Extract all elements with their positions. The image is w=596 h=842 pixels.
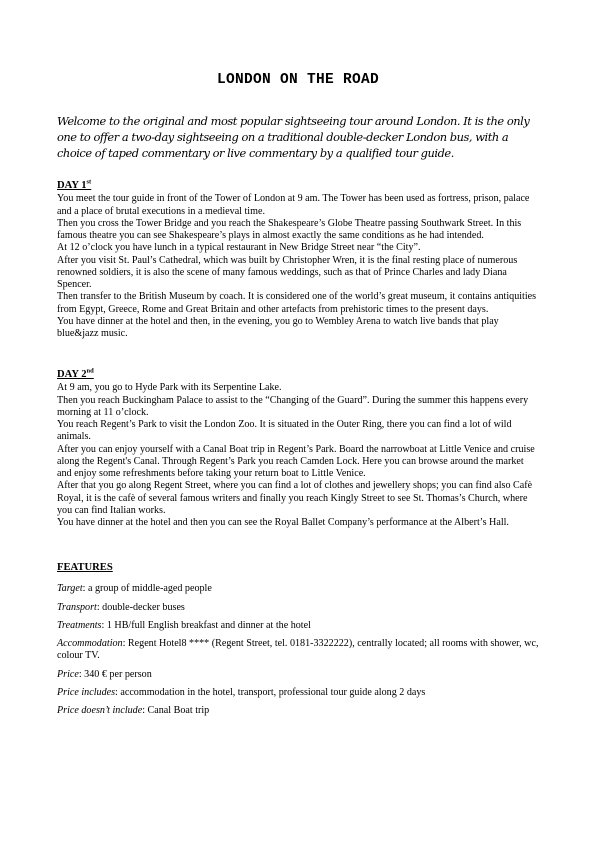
day-1-paragraph: After you visit St. Paul’s Cathedral, which was built by Christopher Wren, it is the final resting place of numerous renowned soldiers, it is also the scene of many famous weddings, such as that of Prince Charles and lady Diana Spencer. <box>57 254 518 290</box>
feature-label: Price doesn’t include <box>57 705 143 716</box>
day-1-sup: st <box>86 178 92 186</box>
day-1-paragraph: At 12 o’clock you have lunch in a typical restaurant in New Bridge Street near “the City”. <box>57 242 421 254</box>
day-1-heading <box>57 180 539 192</box>
page-title: LONDON ON THE ROAD <box>216 72 380 88</box>
feature-item-price-excludes <box>57 705 539 717</box>
features-section <box>57 562 539 723</box>
day-1-section <box>57 180 539 340</box>
day-2-label: DAY 2 <box>57 369 87 380</box>
feature-value: : accommodation in the hotel, transport, professional tour guide along 2 days <box>115 686 426 698</box>
feature-label: Accommodation <box>57 638 123 649</box>
feature-label: Price includes <box>57 686 116 698</box>
day-1-paragraph: Then you cross the Tower Bridge and you reach the Shakespeare’s Globe Theatre passing Southwark Street. In this famous theatre you can see Shakespeare’s plays in almost exactly the same conditions as he had intended. <box>57 217 522 241</box>
feature-label: Target <box>57 583 83 595</box>
day-2-paragraph: At 9 am, you go to Hyde Park with its Serpentine Lake. <box>57 382 282 394</box>
feature-label: Price <box>57 668 79 680</box>
day-2-section <box>57 369 539 529</box>
feature-item-accommodation <box>57 638 539 663</box>
feature-label: Treatments <box>57 619 102 631</box>
feature-item-transport <box>57 602 539 614</box>
feature-item-price <box>57 669 539 681</box>
feature-value: : Regent Hotel8 **** (Regent Street, tel. 0181-3322222), centrally located; all rooms with shower, wc, colour TV. <box>57 638 539 662</box>
feature-value: : double-decker buses <box>96 601 185 613</box>
day-1-label: DAY 1 <box>57 180 87 191</box>
feature-item-price-includes <box>57 687 539 699</box>
day-2-paragraph: After that you go along Regent Street, where you can find a lot of clothes and jewellery shops; you can find also Cafè Royal, it is the cafè of several famous writers and finally you reach Kingly Street to see St. Thomas’s Church, where you can find Italian works. <box>57 480 533 516</box>
day-1-paragraph: You meet the tour guide in front of the Tower of London at 9 am. The Tower has been used as fortress, prison, palace and a place of brutal executions in a medieval time. <box>57 193 530 217</box>
day-2-paragraph: You reach Regent’s Park to visit the London Zoo. It is situated in the Outer Ring, there you can find a lot of wild animals. <box>57 419 512 443</box>
features-heading: FEATURES <box>57 562 113 573</box>
feature-value: : 1 HB/full English breakfast and dinner at the hotel <box>101 619 311 631</box>
day-2-paragraph: You have dinner at the hotel and then you can see the Royal Ballet Company’s performance at the Albert’s Hall. <box>57 517 509 528</box>
day-1-paragraph: Then transfer to the British Museum by coach. It is considered one of the world’s great museum, it contains antiquities from Egypt, Greece, Rome and Great Britain and other artefacts from prehistoric times to the present days. <box>57 291 537 315</box>
feature-item-treatments <box>57 620 539 632</box>
day-1-paragraph: You have dinner at the hotel and then, in the evening, you go to Wembley Arena to watch live bands that play blue&jazz music. <box>57 315 499 339</box>
intro-paragraph: Welcome to the original and most popular sightseeing tour around London. It is the only one to offer a two-day sightseeing on a traditional double-decker London bus, with a choice of taped commentary or live commentary by a qualified tour guide. <box>57 114 530 160</box>
day-2-sup: nd <box>86 367 94 375</box>
feature-item-target <box>57 583 539 595</box>
feature-value: : Canal Boat trip <box>142 705 210 716</box>
feature-value: : 340 € per person <box>78 668 152 680</box>
day-2-heading <box>57 369 539 381</box>
feature-label: Transport <box>57 601 97 613</box>
day-2-paragraph: Then you reach Buckingham Palace to assist to the “Changing of the Guard”. During the summer this happens every morning at 11 o’clock. <box>57 394 529 418</box>
feature-value: : a group of middle-aged people <box>82 583 212 595</box>
day-2-paragraph: After you can enjoy yourself with a Canal Boat trip in Regent’s Park. Board the narrowboat at Little Venice and cruise along the Regent's Canal. Through Regent’s Park you reach Camden Lock. Here you can browse around the market and enjoy some refreshments before taking your return boat to Little Venice. <box>57 443 535 479</box>
